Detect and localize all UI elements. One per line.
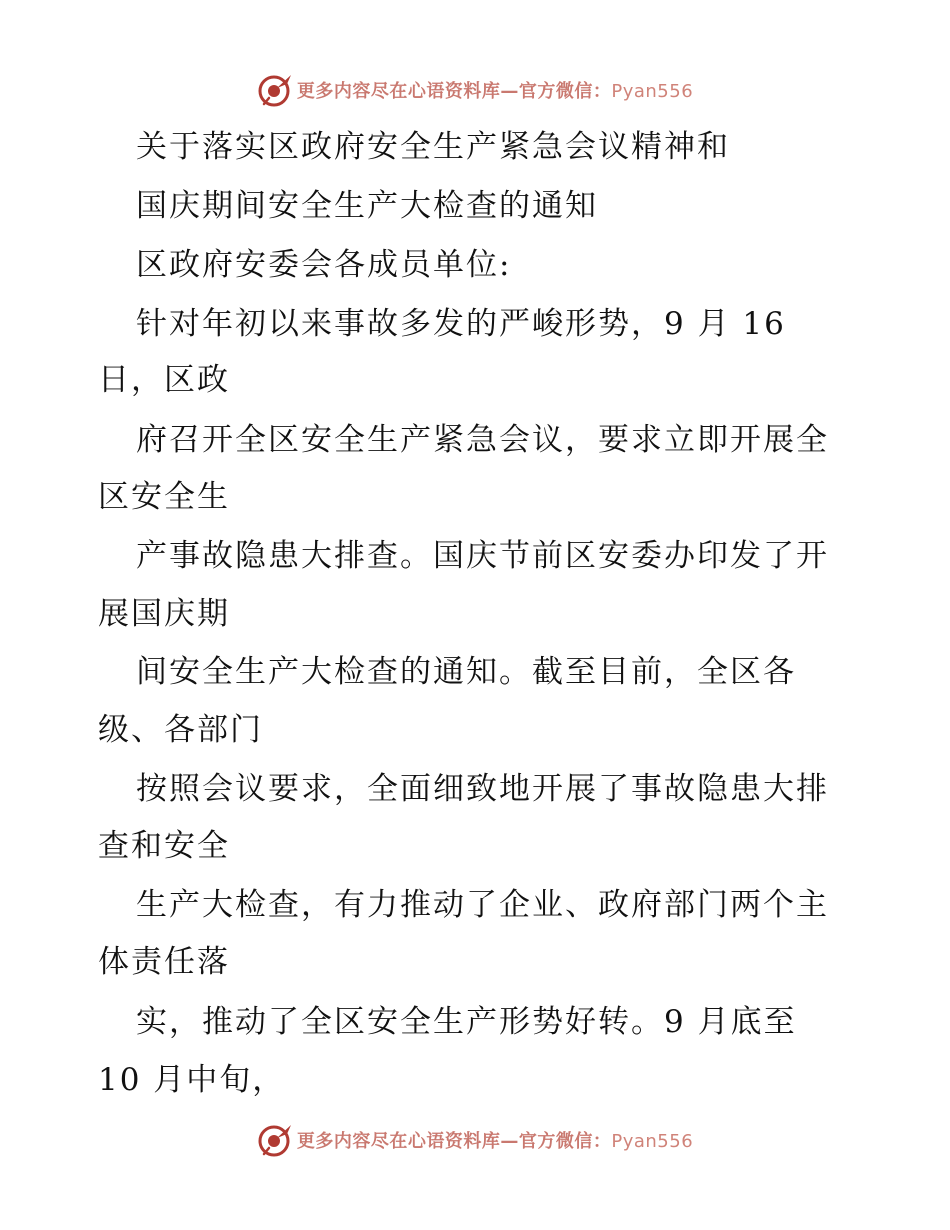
paragraph-line: 区安全生: [98, 479, 230, 515]
document-recipient: 区政府安委会各成员单位:: [136, 247, 512, 283]
watermark-text: 更多内容尽在心语资料库—官方微信：Pyan556: [296, 81, 694, 102]
paragraph-line: 生产大检查，有力推动了企业、政府部门两个主: [136, 887, 829, 923]
paragraph-line: 针对年初以来事故多发的严峻形势，9 月 16: [136, 306, 786, 342]
feather-pen-logo-icon: [257, 72, 293, 108]
feather-pen-logo-icon: [257, 1122, 293, 1158]
document-title-line-2: 国庆期间安全生产大检查的通知: [136, 188, 598, 224]
paragraph-line: 级、各部门: [98, 712, 263, 748]
document-title-line-1: 关于落实区政府安全生产紧急会议精神和: [136, 129, 730, 165]
paragraph-line: 实，推动了全区安全生产形势好转。9 月底至: [136, 1004, 797, 1040]
paragraph-line: 体责任落: [98, 944, 230, 980]
paragraph-line: 日，区政: [98, 362, 230, 398]
paragraph-line: 查和安全: [98, 828, 230, 864]
paragraph-line: 府召开全区安全生产紧急会议，要求立即开展全: [136, 422, 829, 458]
paragraph-line: 产事故隐患大排查。国庆节前区安委办印发了开: [136, 538, 829, 574]
watermark-text: 更多内容尽在心语资料库—官方微信：Pyan556: [296, 1131, 694, 1152]
watermark-banner-top: [0, 70, 950, 110]
paragraph-line: 间安全生产大检查的通知。截至目前，全区各: [136, 654, 796, 690]
paragraph-line: 展国庆期: [98, 596, 230, 632]
watermark-banner-bottom: [0, 1120, 950, 1160]
paragraph-line: 10 月中旬，: [98, 1062, 286, 1098]
paragraph-line: 按照会议要求，全面细致地开展了事故隐患大排: [136, 771, 829, 807]
